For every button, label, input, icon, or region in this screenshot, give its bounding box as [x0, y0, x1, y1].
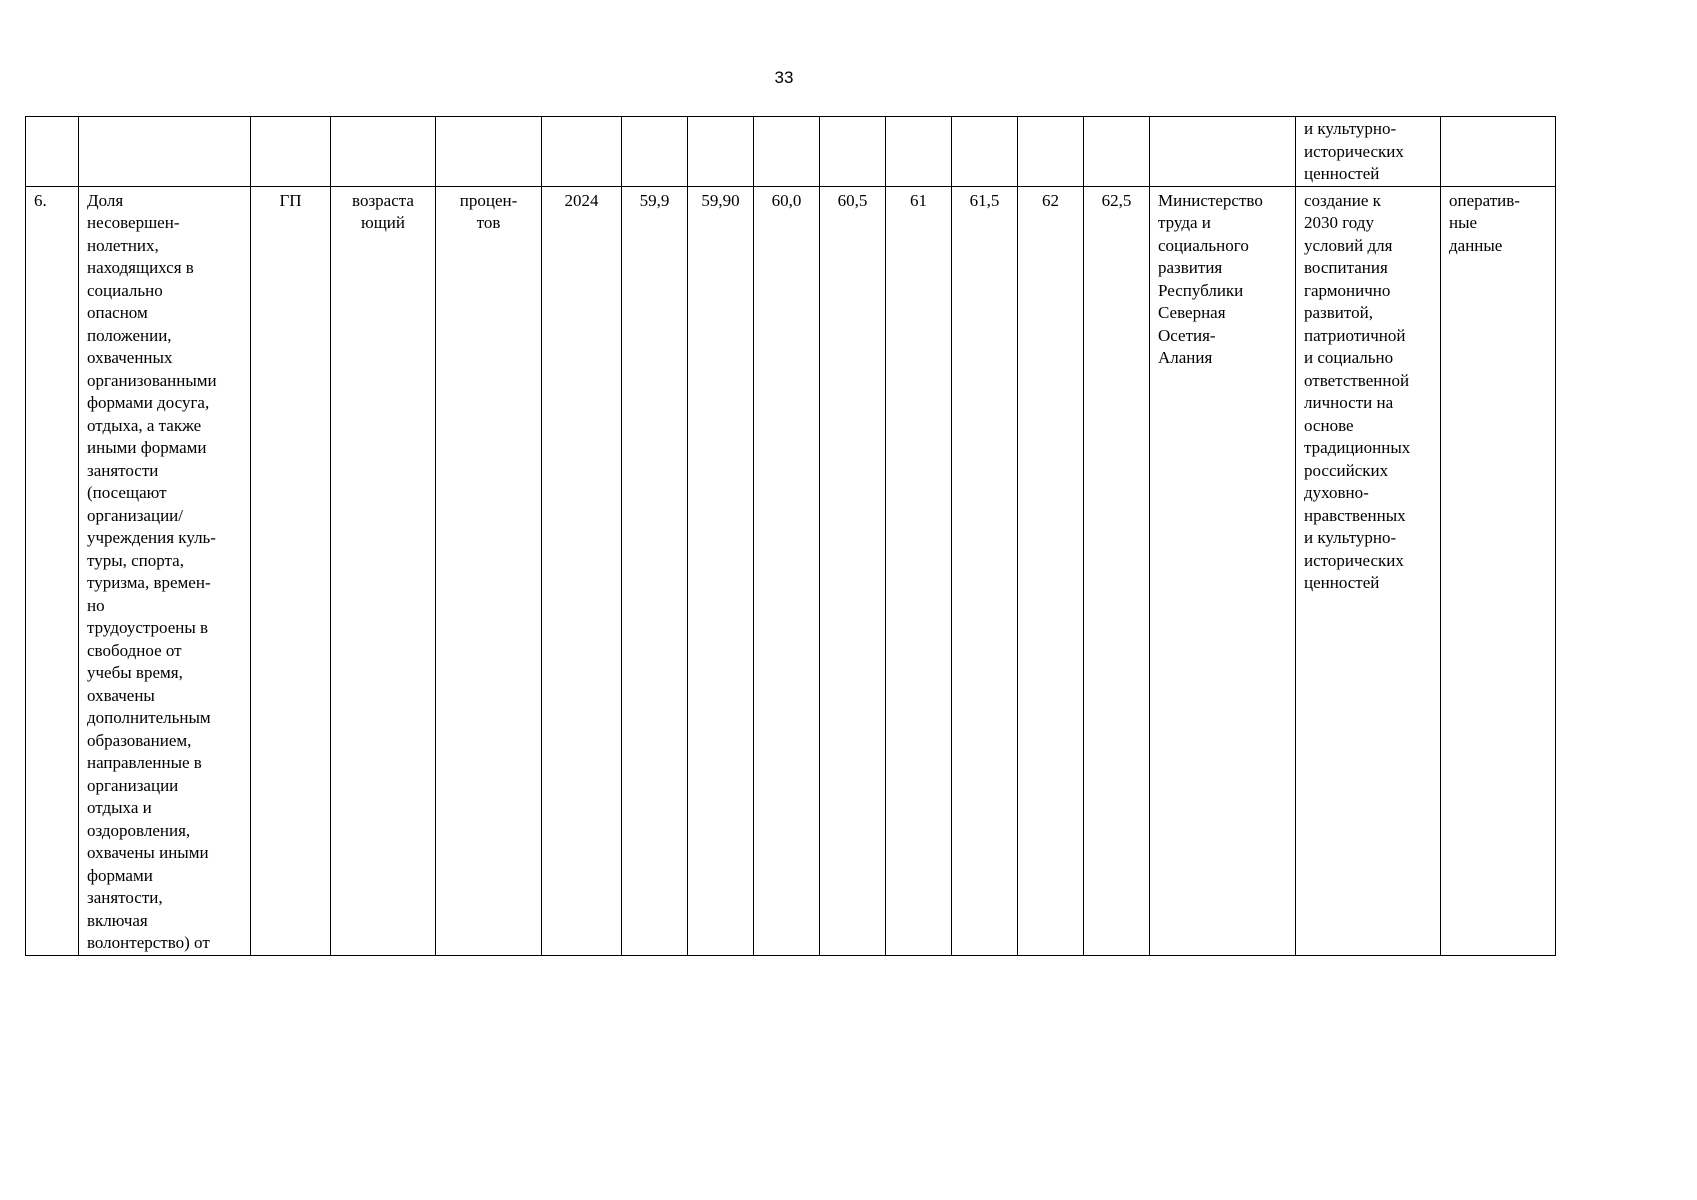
value-cell: 61: [886, 186, 952, 955]
table-cell: [820, 117, 886, 187]
trend-cell: возраста ющий: [331, 186, 436, 955]
table-cell: [1084, 117, 1150, 187]
indicators-table: [25, 116, 1556, 956]
value-cell: 62: [1018, 186, 1084, 955]
table-cell: [886, 117, 952, 187]
table-row: [26, 186, 1556, 955]
table-cell: [952, 117, 1018, 187]
table-cell: [331, 117, 436, 187]
goal-cell: создание к 2030 году условий для воспитания гармонично развитой, патриотичной и социально ответственной личности на основе традиционных российских духовно- нравственных и культурно- исторических ценностей: [1296, 186, 1441, 955]
table-cell: [688, 117, 754, 187]
value-cell: 60,5: [820, 186, 886, 955]
value-cell: 61,5: [952, 186, 1018, 955]
value-cell: 59,90: [688, 186, 754, 955]
table-cell: [436, 117, 542, 187]
table-cell: [622, 117, 688, 187]
value-cell: 62,5: [1084, 186, 1150, 955]
indicator-name-cell: Доля несовершен- нолетних, находящихся в социально опасном положении, охваченных организованными формами досуга, отдыха, а также иными формами занятости (посещают организации/ учреждения куль- туры, спорта, туризма, времен- но трудоустроены в свободное от учебы время, охвачены дополнительным образованием, направленные в организации отдыха и оздоровления, охвачены иными формами занятости, включая волонтерство) от: [79, 186, 251, 955]
unit-cell: процен- тов: [436, 186, 542, 955]
table-cell: [1018, 117, 1084, 187]
base-value-cell: 59,9: [622, 186, 688, 955]
table-cell: [1441, 117, 1556, 187]
goal-continuation-cell: и культурно- исторических ценностей: [1296, 117, 1441, 187]
page-number: 33: [774, 68, 794, 87]
responsible-cell: Министерство труда и социального развития Республики Северная Осетия- Алания: [1150, 186, 1296, 955]
value-cell: 60,0: [754, 186, 820, 955]
table-cell: [251, 117, 331, 187]
continuation-row: [26, 117, 1556, 187]
row-number-cell: 6.: [26, 186, 79, 955]
table-cell: [754, 117, 820, 187]
source-cell: оператив- ные данные: [1441, 186, 1556, 955]
table-cell: [26, 117, 79, 187]
table-cell: [1150, 117, 1296, 187]
base-year-cell: 2024: [542, 186, 622, 955]
table-cell: [542, 117, 622, 187]
table-cell: [79, 117, 251, 187]
level-cell: ГП: [251, 186, 331, 955]
